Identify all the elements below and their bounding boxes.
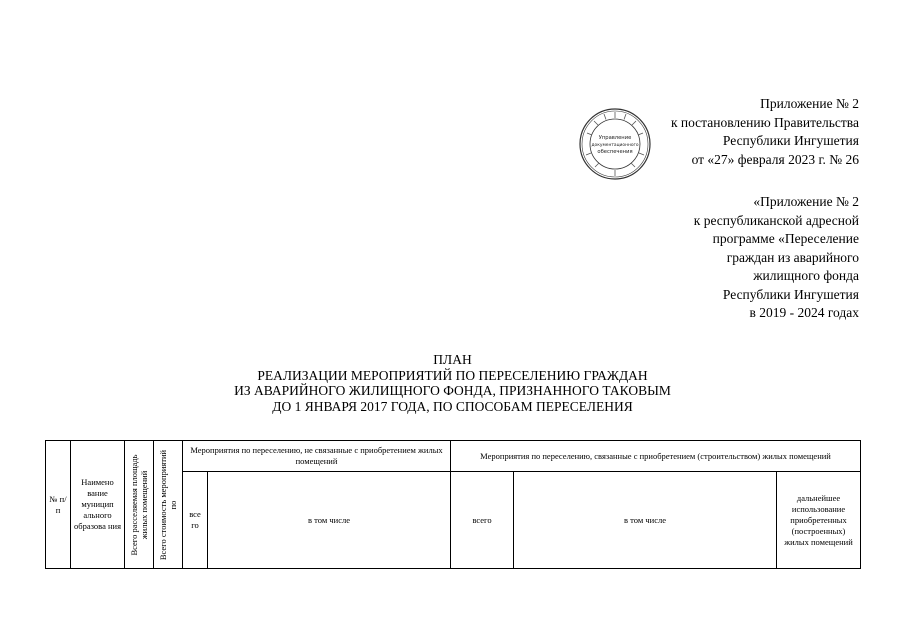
header-total-area	[125, 441, 154, 569]
program-line: граждан из аварийного	[726, 249, 859, 265]
header-total-area-text: Всего расселяемая площадь жилых помещений	[129, 453, 149, 556]
appendix-line: Республики Ингушетия	[722, 133, 859, 148]
title-line: ДО 1 ЯНВАРЯ 2017 ГОДА, ПО СПОСОБАМ ПЕРЕСЕЛЕНИЯ	[272, 398, 633, 414]
appendix-line: к постановлению Правительства	[670, 114, 859, 130]
header-number: № п/ п	[46, 441, 71, 569]
program-appendix-header	[694, 193, 859, 323]
header-total-cost	[154, 441, 183, 569]
appendix-header	[671, 95, 859, 169]
title-line: РЕАЛИЗАЦИИ МЕРОПРИЯТИЙ ПО ПЕРЕСЕЛЕНИЮ ГРАЖДАН	[257, 367, 648, 383]
program-line: в 2019 - 2024 годах	[749, 305, 859, 320]
appendix-line: Приложение № 2	[760, 96, 859, 111]
stamp-text-1: Управление	[598, 135, 632, 141]
program-line: жилищного фонда	[753, 268, 859, 283]
stamp-text-2: документационного	[591, 143, 639, 148]
program-line: к республиканской адресной	[693, 212, 859, 228]
header-not-related-including: в том числе	[208, 472, 451, 569]
program-line: «Приложение № 2	[753, 194, 859, 209]
appendix-line: от «27» февраля 2023 г. № 26	[691, 151, 859, 167]
header-related-total: всего	[451, 472, 514, 569]
program-line: программе «Переселение	[712, 231, 859, 246]
header-total-cost-text: Всего стоимость мероприятий по	[158, 449, 178, 560]
title-line: ИЗ АВАРИЙНОГО ЖИЛИЩНОГО ФОНДА, ПРИЗНАННОГО ТАКОВЫМ	[234, 383, 671, 398]
header-not-related-total: все го	[183, 472, 208, 569]
header-related-including: в том числе	[514, 472, 777, 569]
document-title	[0, 352, 905, 414]
official-seal	[578, 107, 652, 181]
header-municipality: Наимено вание муницип ального образова ния	[71, 441, 125, 569]
stamp-text-3: обеспечения	[597, 149, 633, 155]
header-related-group: Мероприятия по переселению, связанные с приобретением (строительством) жилых помещений	[451, 441, 861, 472]
program-line: Республики Ингушетия	[722, 286, 859, 302]
title-line: ПЛАН	[433, 352, 472, 367]
plan-table	[45, 440, 861, 569]
header-not-related-group: Мероприятия по переселению, не связанные с приобретением жилых помещений	[183, 441, 451, 472]
header-further-use: дальнейшее использование приобретенных (построенных) жилых помещений	[777, 472, 861, 569]
